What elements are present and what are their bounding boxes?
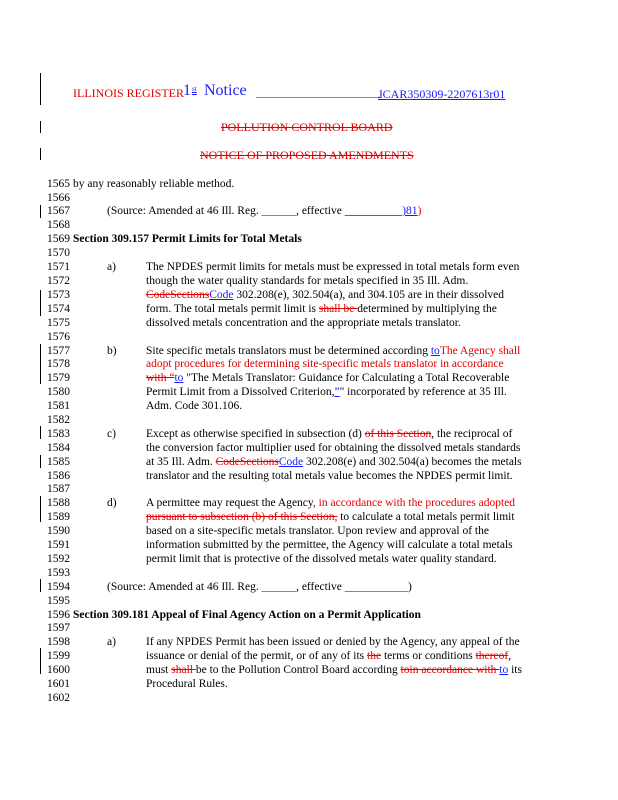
body-text: [146, 289, 504, 301]
text-run: determined by multiplying the: [357, 303, 497, 315]
subsection-label: c): [107, 428, 116, 440]
source-text: (Source: Amended at 46 Ill. Reg.: [107, 205, 262, 217]
line-number: 1569: [47, 233, 70, 245]
line-number: 1566: [47, 192, 70, 204]
body-text: though the water quality standards for metals specified in 35 Ill. Adm.: [146, 275, 469, 287]
body-text: [146, 428, 512, 440]
inserted-text: ”: [334, 386, 340, 398]
text-run: Permit Limit from a Dissolved Criterion,: [146, 386, 335, 398]
change-bar: [40, 73, 41, 105]
deleted-text: CodeSections: [146, 289, 210, 301]
section-heading: Section 309.157 Permit Limits for Total Metals: [73, 233, 302, 245]
deleted-text: toin accordance with: [400, 664, 500, 676]
text-run: "The Metals Translator: Guidance for Calculating a Total Recoverable: [183, 372, 510, 384]
inserted-text: to: [499, 664, 509, 676]
body-text: Adm. Code 301.106.: [146, 400, 243, 412]
change-bar: [40, 579, 41, 592]
body-text: [146, 511, 515, 523]
line-number: 1572: [47, 275, 70, 287]
line-number: 1587: [47, 483, 70, 495]
source-effective: , effective: [296, 581, 345, 593]
notice-blank: _____________________: [256, 85, 382, 99]
line-number: 1578: [47, 358, 70, 370]
line-number: 1571: [47, 261, 70, 273]
line-number: 1579: [47, 372, 70, 384]
body-text: Procedural Rules.: [146, 678, 228, 690]
line-number: 1577: [47, 345, 70, 357]
red-text: , in accordance with the procedures adopted: [312, 497, 516, 509]
line-number: 1570: [47, 247, 70, 259]
body-text: [146, 372, 509, 384]
body-text: [146, 456, 522, 468]
register-title: ILLINOIS REGISTER: [73, 86, 184, 100]
line-number: 1588: [47, 497, 70, 509]
deleted-text: shall: [171, 664, 196, 676]
source-tail: )81: [402, 205, 418, 217]
body-text: based on a site-specific metals translator. Upon review and approval of the: [146, 525, 489, 537]
source-blank: __________: [344, 205, 403, 217]
source-tail-inserted: ): [417, 205, 422, 217]
deleted-text: CodeSections: [215, 456, 279, 468]
register-st: st: [192, 85, 197, 93]
body-text: by any reasonably reliable method.: [73, 178, 235, 190]
text-run: " incorporated by reference at 35 Ill.: [339, 386, 507, 398]
line-number: 1585: [47, 456, 70, 468]
source-text: (Source: Amended at 46 Ill. Reg.: [107, 581, 262, 593]
text-run: its: [508, 664, 522, 676]
change-bar: [40, 426, 41, 439]
source-blank: ______: [261, 205, 297, 217]
jcar-code: JCAR350309-2207613r01: [378, 87, 506, 101]
text-run: 302.208(e) and 302.504(a) becomes the metals: [303, 456, 522, 468]
subsection-label: a): [107, 261, 116, 273]
body-text: the conversion factor multiplier used for obtaining the dissolved metals standards: [146, 442, 521, 454]
line-number: 1583: [47, 428, 70, 440]
register-one: 1: [183, 82, 191, 99]
body-text: [146, 303, 497, 315]
body-text: [146, 497, 515, 509]
text-run: terms or conditions: [381, 650, 476, 662]
text-run: Except as otherwise specified in subsection (d): [146, 428, 365, 440]
line-number: 1592: [47, 553, 70, 565]
line-number: 1576: [47, 331, 70, 343]
line-number: 1593: [47, 567, 70, 579]
line-number: 1589: [47, 511, 70, 523]
line-number: 1591: [47, 539, 70, 551]
line-number: 1575: [47, 317, 70, 329]
line-number: 1580: [47, 386, 70, 398]
inserted-text: to: [174, 372, 184, 384]
line-number: 1601: [47, 678, 70, 690]
inserted-text: to: [430, 345, 440, 357]
line-number: 1567: [47, 205, 70, 217]
change-bar: [40, 648, 41, 674]
change-bar: [40, 344, 41, 384]
subsection-label: b): [107, 345, 117, 357]
line-number: 1596: [47, 609, 70, 621]
board-name: POLLUTION CONTROL BOARD: [221, 120, 393, 134]
deleted-text: thereof: [475, 650, 509, 662]
text-run: Site specific metals translators must be determined according: [146, 345, 431, 357]
text-run: A permittee may request the Agency: [146, 497, 313, 509]
text-run: form. The total metals permit limit is: [146, 303, 319, 315]
text-run: issuance or denial of the permit, or of any of its: [146, 650, 367, 662]
inserted-text: Code: [209, 289, 234, 301]
body-text: translator and the resulting total metals value becomes the NPDES permit limit.: [146, 470, 513, 482]
section-heading: Section 309.181 Appeal of Final Agency Action on a Permit Application: [73, 609, 421, 621]
text-run: 302.208(e), 302.504(a), and 304.105 are in their dissolved: [233, 289, 505, 301]
line-number: 1574: [47, 303, 70, 315]
text-run: must: [146, 664, 172, 676]
line-number: 1597: [47, 622, 70, 634]
body-text: dissolved metals concentration and the appropriate metals translator.: [146, 317, 461, 329]
change-bar: [40, 121, 41, 133]
inserted-text: Code: [278, 456, 304, 468]
red-text: The Agency shall: [439, 345, 521, 357]
body-text: information submitted by the permittee, the Agency will calculate a total metals: [146, 539, 513, 551]
line-number: 1586: [47, 470, 70, 482]
text-run: be to the Pollution Control Board according: [195, 664, 401, 676]
source-note: [107, 205, 421, 217]
body-text: permit limit that is protective of the dissolved metals water quality standard.: [146, 553, 497, 565]
change-bar: [40, 148, 41, 160]
source-blank: ___________: [344, 581, 408, 593]
change-bar: [40, 205, 41, 218]
line-number: 1600: [47, 664, 70, 676]
deleted-text: the: [367, 650, 382, 662]
notice-label: Notice: [204, 82, 247, 99]
source-blank: ______: [261, 581, 297, 593]
body-text: If any NPDES Permit has been issued or denied by the Agency, any appeal of the: [146, 636, 520, 648]
deleted-text: with “: [146, 372, 175, 384]
line-number: 1582: [47, 414, 70, 426]
source-tail: ): [407, 581, 412, 593]
red-text: adopt procedures for determining site-specific metals translator in accordance: [146, 358, 504, 370]
line-number: 1595: [47, 595, 70, 607]
notice-heading: NOTICE OF PROPOSED AMENDMENTS: [200, 148, 414, 162]
change-bar: [40, 455, 41, 468]
line-number: 1598: [47, 636, 70, 648]
line-number: 1584: [47, 442, 70, 454]
change-bar: [40, 496, 41, 522]
body-text: [146, 345, 520, 357]
text-run: ,: [508, 650, 512, 662]
text-run: , the reciprocal of: [431, 428, 513, 440]
line-number: 1590: [47, 525, 70, 537]
body-text: [146, 650, 511, 662]
body-text: [146, 664, 522, 676]
source-note: [107, 581, 412, 593]
line-number: 1599: [47, 650, 70, 662]
deleted-text: pursuant to subsection (b) of this Section,: [146, 511, 338, 523]
line-number: 1581: [47, 400, 70, 412]
line-number: 1565: [47, 178, 70, 190]
text-run: at 35 Ill. Adm.: [146, 456, 216, 468]
source-effective: , effective: [296, 205, 345, 217]
line-number: 1573: [47, 289, 70, 301]
body-text: The NPDES permit limits for metals must be expressed in total metals form even: [146, 261, 520, 273]
subsection-label: a): [107, 636, 116, 648]
change-bar: [40, 290, 41, 316]
subsection-label: d): [107, 497, 117, 509]
deleted-text: shall be: [318, 303, 358, 315]
line-number: 1568: [47, 219, 70, 231]
text-run: to calculate a total metals permit limit: [337, 511, 515, 523]
line-number: 1602: [47, 692, 70, 704]
deleted-text: of this Section: [364, 428, 432, 440]
line-number: 1594: [47, 581, 70, 593]
body-text: [146, 386, 507, 398]
